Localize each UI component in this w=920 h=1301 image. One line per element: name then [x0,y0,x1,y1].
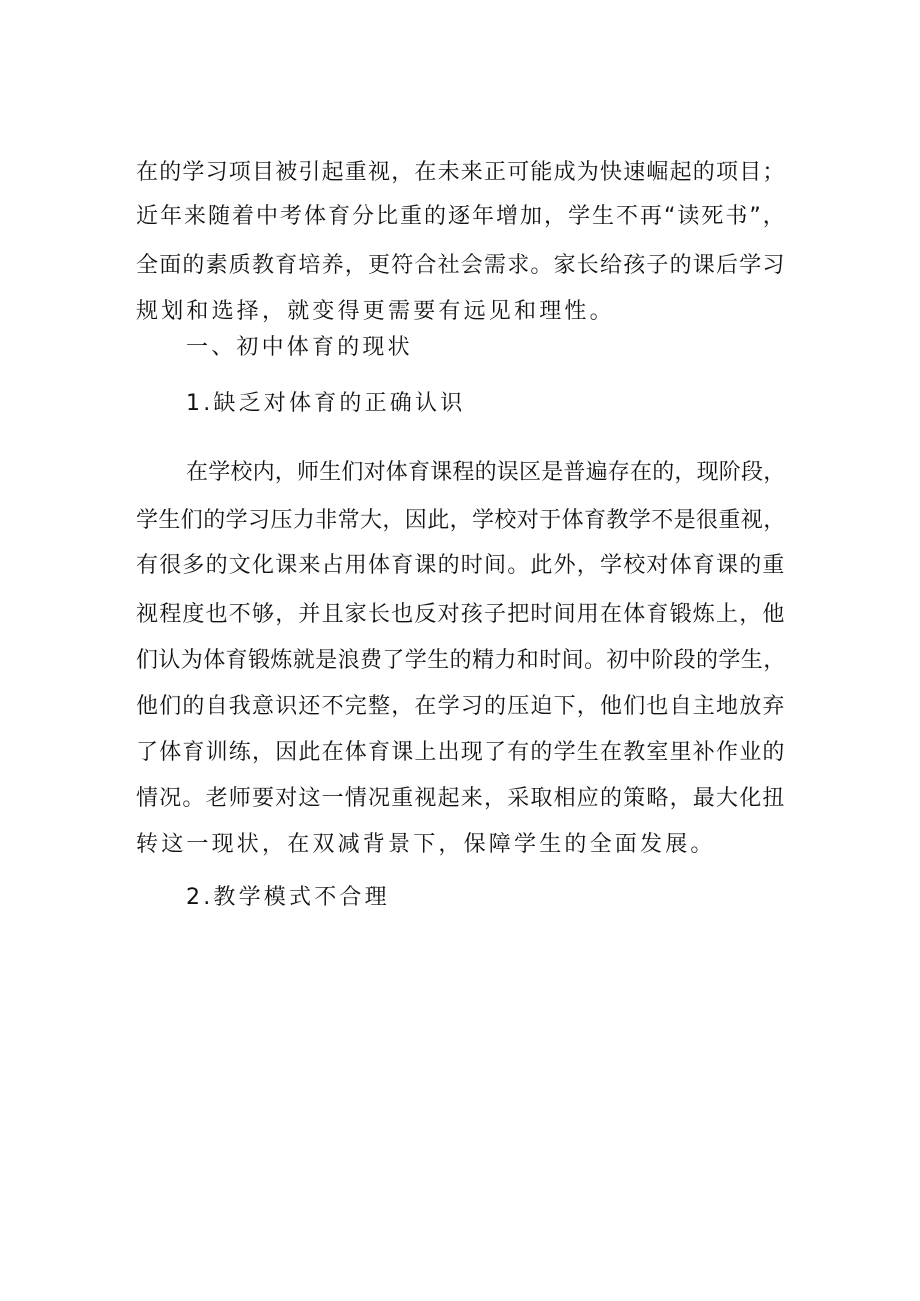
subheading-1: 1.缺乏对体育的正确认识 [186,391,466,416]
paragraph-1-line-2: 学生们的学习压力非常大，因此，学校对于体育教学不是很重视， [136,508,786,533]
paragraph-1-line-1: 在学校内，师生们对体育课程的误区是普遍存在的，现阶段， [186,460,786,485]
paragraph-1-line-4: 视程度也不够，并且家长也反对孩子把时间用在体育锻炼上，他 [136,602,786,627]
intro-line-4: 规划和选择，就变得更需要有远见和理性。 [136,299,615,324]
paragraph-1-line-9: 转这一现状，在双减背景下，保障学生的全面发展。 [136,832,716,857]
subheading-2: 2.教学模式不合理 [186,885,390,910]
paragraph-1-line-3: 有很多的文化课来占用体育课的时间。此外，学校对体育课的重 [136,553,786,578]
intro-line-1: 在的学习项目被引起重视，在未来正可能成为快速崛起的项目； [136,160,786,185]
paragraph-1-line-6: 他们的自我意识还不完整，在学习的压迫下，他们也自主地放弃 [136,694,786,719]
intro-line-2: 近年来随着中考体育分比重的逐年增加，学生不再“读死书”， [136,204,787,229]
paragraph-1-line-5: 们认为体育锻炼就是浪费了学生的精力和时间。初中阶段的学生， [136,648,786,673]
paragraph-1-line-7: 了体育训练，因此在体育课上出现了有的学生在教室里补作业的 [136,740,786,765]
intro-line-3: 全面的素质教育培养，更符合社会需求。家长给孩子的课后学习 [136,253,786,278]
section-heading: 一、初中体育的现状 [186,335,413,360]
paragraph-1-line-8: 情况。老师要对这一情况重视起来，采取相应的策略，最大化扭 [136,786,786,811]
